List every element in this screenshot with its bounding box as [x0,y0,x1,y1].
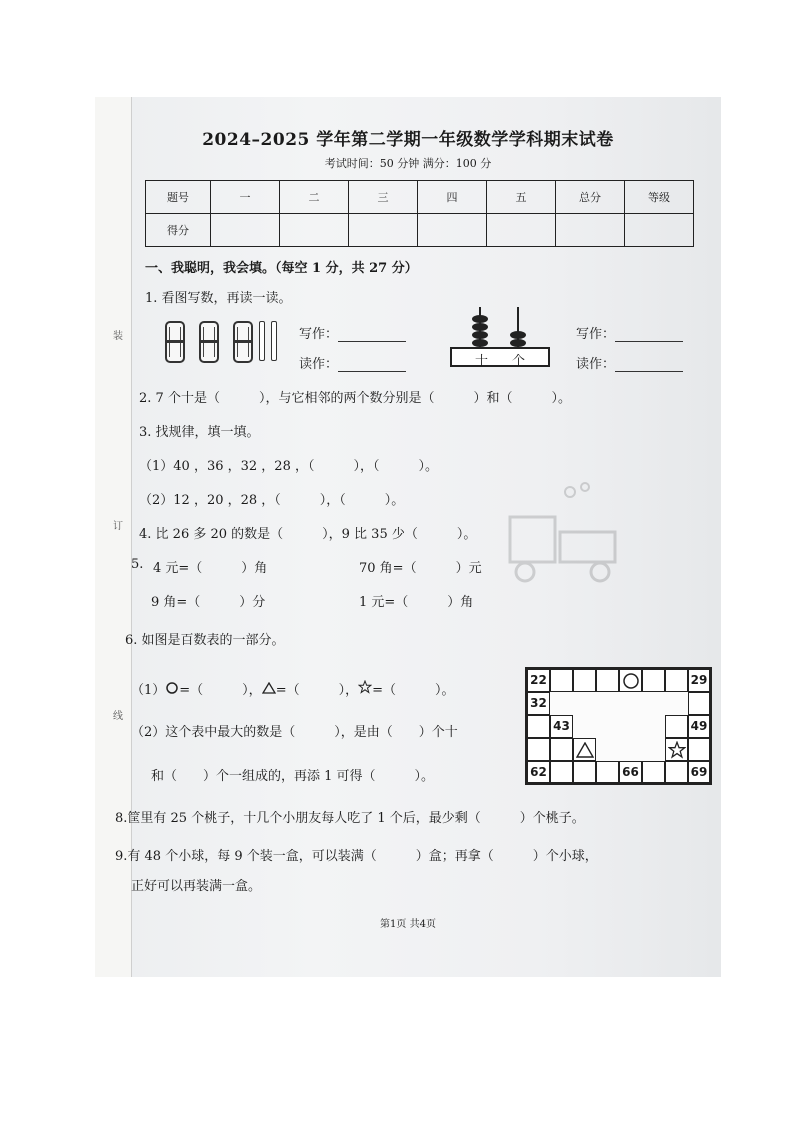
read-label: 读作： [576,357,616,372]
question-6-part-3: 和（ ）个一组成的，再添 1 可得（ ）。 [151,769,435,784]
section-1-heading: 一、我聪明，我会填。（每空 1 分，共 27 分） [145,261,418,276]
circle-icon [622,672,640,690]
hundred-cell: 32 [527,692,550,715]
score-cell[interactable] [487,214,556,247]
q1-read-b [576,353,683,372]
question-6-part-1 [131,679,455,698]
hundred-cell [688,692,710,715]
hundred-cell [596,669,619,692]
score-table-header-row [146,181,694,214]
stick-bundle-ten [233,321,253,363]
question-9-line-2: 正好可以再装满一盒。 [131,879,262,894]
hundred-cell: 66 [619,761,642,783]
star-icon [358,680,372,694]
hundred-cell [550,738,573,761]
hundred-cell [573,669,596,692]
score-cell[interactable] [556,214,625,247]
write-label: 写作： [576,327,616,342]
question-3: 3. 找规律，填一填。 [139,425,260,440]
triangle-answer: =（ ）， [275,683,359,698]
hundred-cell: 69 [688,761,710,783]
circle-answer: =（ ）， [179,683,262,698]
answer-blank[interactable] [338,359,406,372]
score-table-score-row [146,214,694,247]
score-cell[interactable] [625,214,694,247]
hundred-cell [665,715,688,738]
star-answer: =（ ）。 [372,683,455,698]
score-table-header: 等级 [625,181,694,214]
score-table [145,180,694,247]
question-6-part-2: （2）这个表中最大的数是（ ），是由（ ）个十 [131,725,458,740]
read-label: 读作： [299,357,339,372]
score-table-header: 一 [211,181,280,214]
binding-char: 订 [113,521,123,532]
abacus-ones-label: 个 [512,354,526,369]
hundred-cell: 29 [688,669,710,692]
question-9-line-1: 9.有 48 个小球，每 9 个装一盒，可以装满（ ）盒；再拿（ ）个小球， [115,849,598,864]
score-row-label: 得分 [146,214,211,247]
stick-bundle-ten [165,321,185,363]
abacus-tens-label: 十 [475,354,489,369]
question-5-a: 4 元=（ ）角 [153,561,268,576]
hundred-cell [642,761,665,783]
answer-blank[interactable] [615,329,683,342]
q1-write-a [299,323,406,342]
score-table-header: 总分 [556,181,625,214]
q1-read-a [299,353,406,372]
stick-bundle-ten [199,321,219,363]
hundred-cell [596,761,619,783]
single-stick [271,321,277,361]
hundred-cell-triangle [573,738,596,761]
hundred-cell: 22 [527,669,550,692]
triangle-icon [576,742,594,758]
abacus-picture [445,303,555,369]
binding-char: 装 [113,331,123,342]
question-8: 8.筐里有 25 个桃子，十几个小朋友每人吃了 1 个后，最少剩（ ）个桃子。 [115,811,585,826]
write-label: 写作： [299,327,339,342]
hundred-cell [688,738,710,761]
hundred-cell [527,715,550,738]
hundred-cell: 62 [527,761,550,783]
hundred-cell: 49 [688,715,710,738]
triangle-icon [262,682,276,694]
score-cell[interactable] [349,214,418,247]
question-5-c: 9 角=（ ）分 [151,595,266,610]
exam-info: 考试时间：50 分钟 满分：100 分 [324,157,492,170]
hundred-cell [665,669,688,692]
hundred-cell [550,669,573,692]
hundred-cell [550,761,573,783]
hundred-cell: 43 [550,715,573,738]
question-5-number: 5. [131,557,144,572]
question-6: 6. 如图是百数表的一部分。 [125,633,285,648]
single-stick [259,321,265,361]
score-cell[interactable] [211,214,280,247]
page-footer: 第1页 共4页 [380,919,436,930]
hundred-cell [527,738,550,761]
binding-char: 线 [113,711,123,722]
score-cell[interactable] [280,214,349,247]
score-cell[interactable] [418,214,487,247]
hundred-cell [642,669,665,692]
question-5-d: 1 元=（ ）角 [359,595,474,610]
question-5-b: 70 角=（ ）元 [359,561,482,576]
scanned-exam-page [95,97,721,977]
hundred-chart-fragment [525,667,712,785]
question-2: 2. 7 个十是（ ），与它相邻的两个数分别是（ ）和（ ）。 [139,391,571,406]
hundred-cell-star [665,738,688,761]
score-table-header: 三 [349,181,418,214]
question-4: 4. 比 26 多 20 的数是（ ），9 比 35 少（ ）。 [139,527,477,542]
q1-write-b [576,323,683,342]
score-table-header: 题号 [146,181,211,214]
question-3-line-2: （2）12 ，20 ，28 ，（ ），（ ）。 [139,493,405,508]
bleed-through-train-illustration [500,477,630,587]
answer-blank[interactable] [338,329,406,342]
circle-icon [165,682,179,694]
hundred-cell [665,761,688,783]
score-table-header: 五 [487,181,556,214]
score-table-header: 二 [280,181,349,214]
question-1: 1. 看图写数，再读一读。 [145,291,292,306]
part-number: （1） [131,683,166,698]
score-table-header: 四 [418,181,487,214]
hundred-cell-circle [619,669,642,692]
star-icon [668,741,686,759]
question-3-line-1: （1）40 ，36 ，32 ，28 ，（ ），（ ）。 [139,459,438,474]
answer-blank[interactable] [615,359,683,372]
hundred-cell [573,761,596,783]
exam-title: 2024–2025 学年第二学期一年级数学学科期末试卷 [202,130,614,150]
